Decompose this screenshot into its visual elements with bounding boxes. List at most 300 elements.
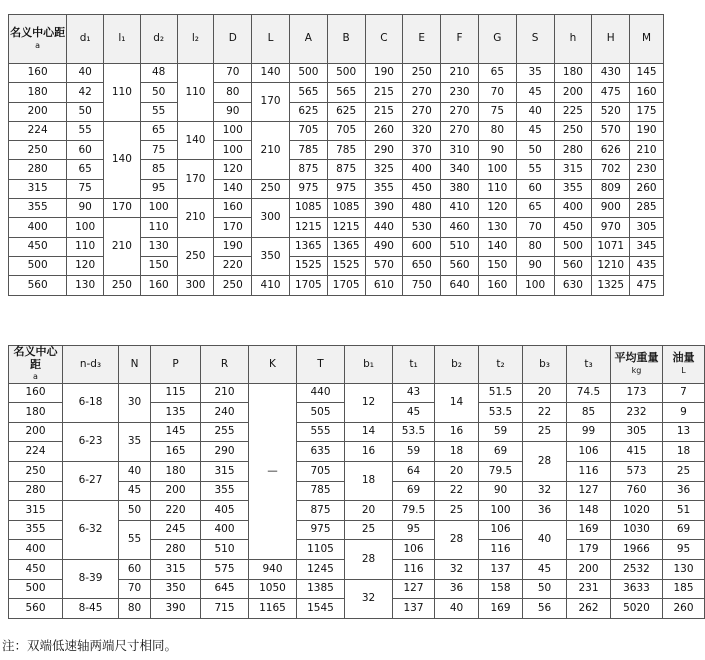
table-cell: 180 [9, 83, 67, 102]
table-cell: 785 [327, 141, 365, 160]
table-cell: 1385 [297, 579, 345, 599]
header-cell: C [365, 15, 403, 64]
table-cell: 50 [67, 102, 104, 121]
table-cell: 40 [523, 520, 567, 559]
header-cell: 名义中心距 a [9, 15, 67, 64]
table-cell: 18 [663, 442, 705, 462]
table-cell: 106 [567, 442, 611, 462]
table-cell: 400 [9, 218, 67, 237]
table-cell: 25 [345, 520, 393, 540]
table-cell: 231 [567, 579, 611, 599]
table-cell: 6-27 [63, 462, 119, 501]
table-cell: 13 [663, 422, 705, 442]
table-cell: 99 [567, 422, 611, 442]
table-cell: 74.5 [567, 383, 611, 403]
table-row [9, 199, 664, 218]
header-cell: b₁ [345, 346, 393, 384]
table-cell: 255 [201, 422, 249, 442]
table-cell: 250 [403, 64, 441, 83]
table-cell: 106 [479, 520, 523, 540]
table-cell: 190 [365, 64, 403, 83]
table-cell: 390 [151, 599, 201, 619]
table-cell: 35 [119, 422, 151, 461]
table-cell: 300 [252, 199, 290, 238]
table-cell: 65 [140, 121, 177, 140]
table-cell: 9 [663, 403, 705, 423]
table-cell: 70 [119, 579, 151, 599]
header-cell: d₁ [67, 15, 104, 64]
header-row [9, 346, 705, 384]
table-cell: 250 [104, 276, 141, 295]
table-cell: 315 [9, 501, 63, 521]
table-cell: 30 [119, 383, 151, 422]
table-cell: 900 [592, 199, 630, 218]
table-cell: 702 [592, 160, 630, 179]
table-cell: 28 [435, 520, 479, 559]
table-row [9, 64, 664, 83]
table-cell: 130 [67, 276, 104, 295]
table-cell: 626 [592, 141, 630, 160]
table-cell: 1071 [592, 237, 630, 256]
table-cell: 230 [441, 83, 479, 102]
table-cell: 555 [297, 422, 345, 442]
table-cell: 6-32 [63, 501, 119, 560]
table-cell: 230 [630, 160, 664, 179]
table-cell: 570 [365, 256, 403, 275]
table-cell: 190 [214, 237, 252, 256]
table-cell: 137 [393, 599, 435, 619]
table-cell: 1210 [592, 256, 630, 275]
table-cell: 530 [403, 218, 441, 237]
table-cell: 50 [140, 83, 177, 102]
table-cell: 65 [516, 199, 554, 218]
header-cell: H [592, 15, 630, 64]
table-cell: 325 [365, 160, 403, 179]
header-cell: T [297, 346, 345, 384]
table-cell: 60 [119, 559, 151, 579]
header-cell: E [403, 15, 441, 64]
table-cell: 475 [592, 83, 630, 102]
table-cell: 100 [516, 276, 554, 295]
table-cell: 180 [9, 403, 63, 423]
table-cell: 115 [151, 383, 201, 403]
table-cell: 1050 [249, 579, 297, 599]
table-cell: 35 [516, 64, 554, 83]
table-cell: 45 [119, 481, 151, 501]
table-cell: 940 [249, 559, 297, 579]
table-cell: 8-45 [63, 599, 119, 619]
table-cell: 100 [479, 501, 523, 521]
header-cell: t₃ [567, 346, 611, 384]
table-cell: 60 [67, 141, 104, 160]
table-cell: 450 [554, 218, 592, 237]
table-cell: 250 [9, 462, 63, 482]
table-cell: 510 [201, 540, 249, 560]
table-cell: 270 [441, 121, 479, 140]
table-cell: 640 [441, 276, 479, 295]
table-cell: 1165 [249, 599, 297, 619]
table-cell: 500 [289, 64, 327, 83]
table-cell: 116 [393, 559, 435, 579]
table-cell: 280 [554, 141, 592, 160]
table-cell: 45 [516, 121, 554, 140]
header-cell: L [252, 15, 290, 64]
table-cell: 600 [403, 237, 441, 256]
header-cell: d₂ [140, 15, 177, 64]
table-cell: 450 [403, 179, 441, 198]
table-cell: 270 [403, 102, 441, 121]
table-cell: 250 [177, 237, 214, 276]
table-cell: 315 [151, 559, 201, 579]
table-cell: 705 [297, 462, 345, 482]
table-cell: 975 [297, 520, 345, 540]
table-cell: 120 [67, 256, 104, 275]
table-cell: 179 [567, 540, 611, 560]
table-cell: 160 [140, 276, 177, 295]
table-cell: 137 [479, 559, 523, 579]
header-cell: 油量 L [663, 346, 705, 384]
table-cell: 55 [119, 520, 151, 559]
table-cell: 1365 [289, 237, 327, 256]
table-cell: 173 [611, 383, 663, 403]
dimension-table [8, 14, 664, 296]
table-cell: 48 [140, 64, 177, 83]
table-cell: 490 [365, 237, 403, 256]
table-cell: 100 [67, 218, 104, 237]
table-cell: 3633 [611, 579, 663, 599]
table-cell: 120 [214, 160, 252, 179]
table-row [9, 276, 664, 295]
table-cell: 130 [478, 218, 516, 237]
table-cell: 355 [554, 179, 592, 198]
table-cell: 12 [345, 383, 393, 422]
table-cell: 140 [478, 237, 516, 256]
table-cell: 350 [151, 579, 201, 599]
table-cell: 75 [140, 141, 177, 160]
table-cell: 570 [592, 121, 630, 140]
table-cell: 130 [663, 559, 705, 579]
table-cell: 160 [214, 199, 252, 218]
table-cell: 565 [289, 83, 327, 102]
table-cell: 715 [201, 599, 249, 619]
table-cell: 224 [9, 121, 67, 140]
table-cell: 79.5 [393, 501, 435, 521]
table-cell: 51.5 [479, 383, 523, 403]
table-cell: 5020 [611, 599, 663, 619]
table-cell: 440 [365, 218, 403, 237]
table-cell: 40 [435, 599, 479, 619]
table-cell: 59 [393, 442, 435, 462]
table-cell: 573 [611, 462, 663, 482]
header-cell: h [554, 15, 592, 64]
table-cell: 1030 [611, 520, 663, 540]
table-cell: 285 [630, 199, 664, 218]
header-cell: N [119, 346, 151, 384]
table-cell: 200 [554, 83, 592, 102]
table-row [9, 121, 664, 140]
table-cell: 1215 [289, 218, 327, 237]
table-cell: 785 [297, 481, 345, 501]
table-cell: 32 [435, 559, 479, 579]
table-cell: 355 [201, 481, 249, 501]
table-cell: 50 [119, 501, 151, 521]
table-cell: 225 [554, 102, 592, 121]
table-cell: 40 [119, 462, 151, 482]
table-cell: 150 [140, 256, 177, 275]
table-cell: 55 [67, 121, 104, 140]
header-cell: b₃ [523, 346, 567, 384]
table-cell: 200 [151, 481, 201, 501]
table-cell: 280 [151, 540, 201, 560]
table-cell: 575 [201, 559, 249, 579]
table-cell: 25 [435, 501, 479, 521]
table-row [9, 462, 705, 482]
table-cell: 116 [567, 462, 611, 482]
table-cell: 232 [611, 403, 663, 423]
table-cell: 560 [9, 599, 63, 619]
table-cell: 215 [365, 83, 403, 102]
table-cell: 110 [140, 218, 177, 237]
table-cell: 305 [630, 218, 664, 237]
table-cell: 1525 [327, 256, 365, 275]
header-cell: A [289, 15, 327, 64]
table-cell: 28 [523, 442, 567, 481]
table-cell: 127 [567, 481, 611, 501]
table-cell: 970 [592, 218, 630, 237]
table-cell: 32 [345, 579, 393, 618]
table-cell: 450 [9, 237, 67, 256]
table-cell: 200 [567, 559, 611, 579]
table-cell: 975 [327, 179, 365, 198]
table-cell: 85 [140, 160, 177, 179]
table-cell: 475 [630, 276, 664, 295]
table-cell: 169 [567, 520, 611, 540]
table-cell: 440 [297, 383, 345, 403]
table-cell: 415 [611, 442, 663, 462]
table-cell: 70 [516, 218, 554, 237]
table-cell: 43 [393, 383, 435, 403]
table-cell: 430 [592, 64, 630, 83]
table-cell: 262 [567, 599, 611, 619]
table-cell: 500 [9, 256, 67, 275]
table-cell: 220 [214, 256, 252, 275]
table-cell: 160 [478, 276, 516, 295]
header-cell: G [478, 15, 516, 64]
header-cell: F [441, 15, 479, 64]
table-cell: 110 [177, 64, 214, 122]
table-cell: 75 [67, 179, 104, 198]
table-cell: 69 [479, 442, 523, 462]
footnote: 注：双端低速轴两端尺寸相同。 [2, 638, 178, 653]
table-cell: 6-23 [63, 422, 119, 461]
table-cell: 169 [479, 599, 523, 619]
table-cell: 705 [327, 121, 365, 140]
table-cell: 22 [523, 403, 567, 423]
table-cell: 210 [104, 218, 141, 276]
table-cell: 140 [252, 64, 290, 83]
table-cell: 69 [663, 520, 705, 540]
table-cell: 1705 [289, 276, 327, 295]
table-cell: 45 [516, 83, 554, 102]
table-cell: 42 [67, 83, 104, 102]
table-cell: 55 [516, 160, 554, 179]
table-cell: 100 [478, 160, 516, 179]
table-cell: 20 [435, 462, 479, 482]
table-cell: 705 [289, 121, 327, 140]
table-cell: 80 [478, 121, 516, 140]
table-cell: 625 [289, 102, 327, 121]
table-cell: 80 [119, 599, 151, 619]
table-cell: 220 [151, 501, 201, 521]
table-cell: 450 [9, 559, 63, 579]
table-cell: 40 [67, 64, 104, 83]
table-cell: 560 [441, 256, 479, 275]
table-cell: 390 [365, 199, 403, 218]
table-cell: 500 [554, 237, 592, 256]
table-cell: 40 [516, 102, 554, 121]
table-cell: 110 [478, 179, 516, 198]
table-cell: 500 [327, 64, 365, 83]
table-cell: 90 [478, 141, 516, 160]
table-cell: 340 [441, 160, 479, 179]
table-cell: 245 [151, 520, 201, 540]
table-cell: 90 [516, 256, 554, 275]
table-cell: 460 [441, 218, 479, 237]
table-cell: 210 [252, 121, 290, 179]
table-cell: 127 [393, 579, 435, 599]
table-cell: 410 [441, 199, 479, 218]
table-cell: 85 [567, 403, 611, 423]
table-cell: 45 [523, 559, 567, 579]
table-cell: 130 [140, 237, 177, 256]
table-cell: 36 [663, 481, 705, 501]
table-cell: 520 [592, 102, 630, 121]
table-cell: 410 [252, 276, 290, 295]
table-cell: 90 [214, 102, 252, 121]
table-cell: 315 [554, 160, 592, 179]
table-cell: 1705 [327, 276, 365, 295]
header-cell: 名义中心距 a [9, 346, 63, 384]
table-cell: 100 [214, 121, 252, 140]
table-cell: 2532 [611, 559, 663, 579]
table-cell: 480 [403, 199, 441, 218]
table-cell: 36 [523, 501, 567, 521]
table-cell: 290 [365, 141, 403, 160]
table-cell: 290 [201, 442, 249, 462]
table-cell: 140 [104, 121, 141, 198]
table-cell: 1325 [592, 276, 630, 295]
table-cell: 315 [9, 179, 67, 198]
table-cell: 120 [478, 199, 516, 218]
table-cell: 50 [516, 141, 554, 160]
table-row [9, 422, 705, 442]
table-cell: 215 [365, 102, 403, 121]
table-cell: 18 [435, 442, 479, 462]
table-cell: 95 [393, 520, 435, 540]
table-cell: 7 [663, 383, 705, 403]
table-cell: 809 [592, 179, 630, 198]
table-cell: 875 [289, 160, 327, 179]
table-cell: 875 [327, 160, 365, 179]
table-row [9, 501, 705, 521]
table-cell: 1525 [289, 256, 327, 275]
table-cell: 250 [214, 276, 252, 295]
header-cell: R [201, 346, 249, 384]
table-cell: 65 [478, 64, 516, 83]
table-cell: 630 [554, 276, 592, 295]
table-cell: 145 [151, 422, 201, 442]
table-cell: 280 [9, 481, 63, 501]
table-cell: 28 [345, 540, 393, 579]
table-cell: 560 [554, 256, 592, 275]
table-cell: 8-39 [63, 559, 119, 598]
table-cell: 300 [177, 276, 214, 295]
table-cell: 106 [393, 540, 435, 560]
table-cell: 6-18 [63, 383, 119, 422]
table-cell: 175 [630, 102, 664, 121]
table-cell: 140 [177, 121, 214, 160]
table-cell: 560 [9, 276, 67, 295]
table-cell: 170 [177, 160, 214, 199]
table-cell: 116 [479, 540, 523, 560]
table-cell: 135 [151, 403, 201, 423]
table-cell: 500 [9, 579, 63, 599]
table-cell: 75 [478, 102, 516, 121]
table-cell: 180 [151, 462, 201, 482]
table-cell: 14 [345, 422, 393, 442]
table-cell: 760 [611, 481, 663, 501]
header-cell: P [151, 346, 201, 384]
table-cell: 190 [630, 121, 664, 140]
table-cell: 80 [214, 83, 252, 102]
table-cell: 64 [393, 462, 435, 482]
table-cell: 310 [441, 141, 479, 160]
table-cell: 100 [214, 141, 252, 160]
table-cell: — [249, 383, 297, 559]
table-cell: 90 [479, 481, 523, 501]
table-cell: 14 [435, 383, 479, 422]
connection-table [8, 345, 705, 619]
table-cell: 1085 [327, 199, 365, 218]
table-cell: 56 [523, 599, 567, 619]
table-cell: 95 [140, 179, 177, 198]
table-cell: 148 [567, 501, 611, 521]
table-cell: 270 [403, 83, 441, 102]
table-cell: 380 [441, 179, 479, 198]
table-cell: 170 [104, 199, 141, 218]
table-cell: 250 [554, 121, 592, 140]
table-cell: 53.5 [479, 403, 523, 423]
header-row [9, 15, 664, 64]
table-cell: 200 [9, 422, 63, 442]
table-cell: 18 [345, 462, 393, 501]
table-cell: 1245 [297, 559, 345, 579]
table-cell: 400 [554, 199, 592, 218]
table-cell: 1966 [611, 540, 663, 560]
table-cell: 79.5 [479, 462, 523, 482]
header-cell: b₂ [435, 346, 479, 384]
table-cell: 1215 [327, 218, 365, 237]
table-cell: 25 [663, 462, 705, 482]
table-cell: 260 [663, 599, 705, 619]
table-cell: 70 [478, 83, 516, 102]
table-cell: 320 [403, 121, 441, 140]
table-cell: 95 [663, 540, 705, 560]
table-cell: 305 [611, 422, 663, 442]
table-cell: 20 [345, 501, 393, 521]
table-cell: 345 [630, 237, 664, 256]
table-cell: 210 [177, 199, 214, 238]
